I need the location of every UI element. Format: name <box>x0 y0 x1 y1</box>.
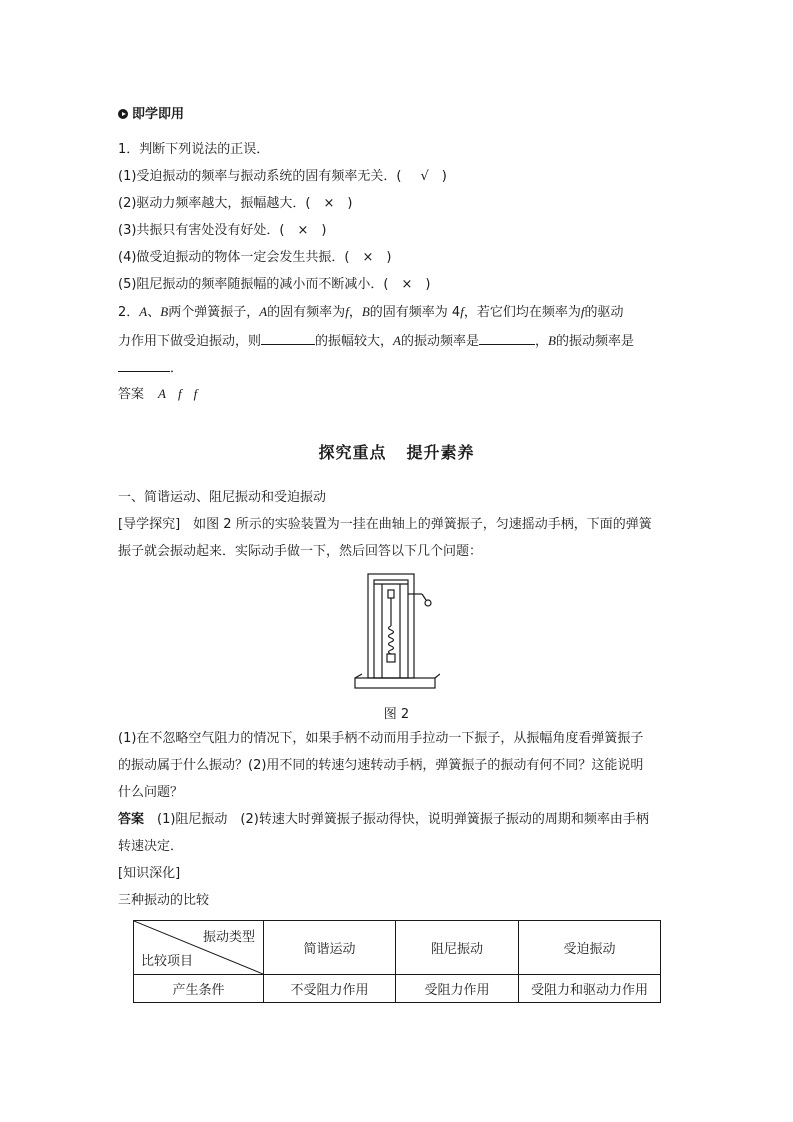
table-header-cell: 受迫振动 <box>519 921 661 975</box>
question-2-line-1: 2．A、B两个弹簧振子，A的固有频率为f，B的固有频率为 4f，若它们均在频率为f的驱动 <box>118 304 624 320</box>
table-header-cell: 简谐运动 <box>264 921 396 975</box>
question-line-2: 的振动属于什么振动？(2)用不同的转速匀速转动手柄，弹簧振子的振动有何不同？这能说明 <box>118 758 644 773</box>
statement-2: (2)驱动力频率越大，振幅越大．( × ) <box>118 196 353 211</box>
practice-heading: 即学即用 <box>118 107 184 123</box>
statement-1: (1)受迫振动的频率与振动系统的固有频率无关．( √ ) <box>118 169 447 184</box>
question-1-stem: 1．判断下列说法的正误． <box>118 142 270 157</box>
wrong-mark: × <box>323 196 335 211</box>
question-2-line-3: ． <box>118 358 183 377</box>
answer-blank <box>479 331 535 345</box>
question-line-1: (1)在不忽略空气阻力的情况下，如果手柄不动而用手拉动一下振子，从振幅角度看弹簧振子 <box>118 731 644 746</box>
question-2-line-2: 力作用下做受迫振动，则 的振幅较大，A的振动频率是 ，B的振动频率是 <box>118 333 634 349</box>
wrong-mark: × <box>297 223 309 238</box>
answer-paragraph-line-2: 转速决定． <box>118 839 184 854</box>
section-subtitle: 一、简谐运动、阻尼振动和受迫振动 <box>118 490 327 505</box>
statement-4: (4)做受迫振动的物体一定会发生共振．( × ) <box>118 250 392 265</box>
statement-3: (3)共振只有害处没有好处．( × ) <box>118 223 327 238</box>
correct-mark: √ <box>420 169 429 184</box>
section-title: 探究重点 提升素养 <box>318 443 475 462</box>
answer-line: 答案 A f f <box>118 386 198 402</box>
guide-paragraph-line-1: [导学探究] 如图 2 所示的实验装置为一挂在曲轴上的弹簧振子，匀速摇动手柄，下面的弹簧 <box>118 517 652 532</box>
question-line-3: 什么问题？ <box>118 785 184 800</box>
table-row <box>134 975 661 1003</box>
answer-blank <box>261 331 315 345</box>
figure-caption: 图 2 <box>383 707 410 722</box>
table-cell: 受阻力和驱动力作用 <box>519 975 661 1003</box>
statement-5: (5)阻尼振动的频率随振幅的减小而不断减小．( × ) <box>118 277 431 292</box>
table-header-row <box>134 921 661 975</box>
answer-paragraph-line-1: 答案 (1)阻尼振动 (2)转速大时弹簧振子振动得快，说明弹簧振子振动的周期和频率由手柄 <box>118 812 649 827</box>
answer-blank <box>118 358 170 372</box>
comparison-table <box>133 920 661 1003</box>
table-title: 三种振动的比较 <box>118 893 210 908</box>
guide-tag: [导学探究] <box>118 517 181 532</box>
spring-oscillator-figure <box>350 570 440 695</box>
table-cell: 不受阻力作用 <box>264 975 396 1003</box>
guide-paragraph-line-2: 振子就会振动起来．实际动手做一下，然后回答以下几个问题： <box>118 544 483 559</box>
table-corner-cell: 振动类型 比较项目 <box>134 921 264 975</box>
wrong-mark: × <box>401 277 413 292</box>
answer-label: 答案 <box>118 387 145 402</box>
table-row-label: 产生条件 <box>134 975 264 1003</box>
play-circle-icon <box>118 109 128 119</box>
knowledge-tag: [知识深化] <box>118 866 181 881</box>
table-header-cell: 阻尼振动 <box>396 921 519 975</box>
answer-label: 答案 <box>118 812 145 827</box>
wrong-mark: × <box>362 250 374 265</box>
table-cell: 受阻力作用 <box>396 975 519 1003</box>
